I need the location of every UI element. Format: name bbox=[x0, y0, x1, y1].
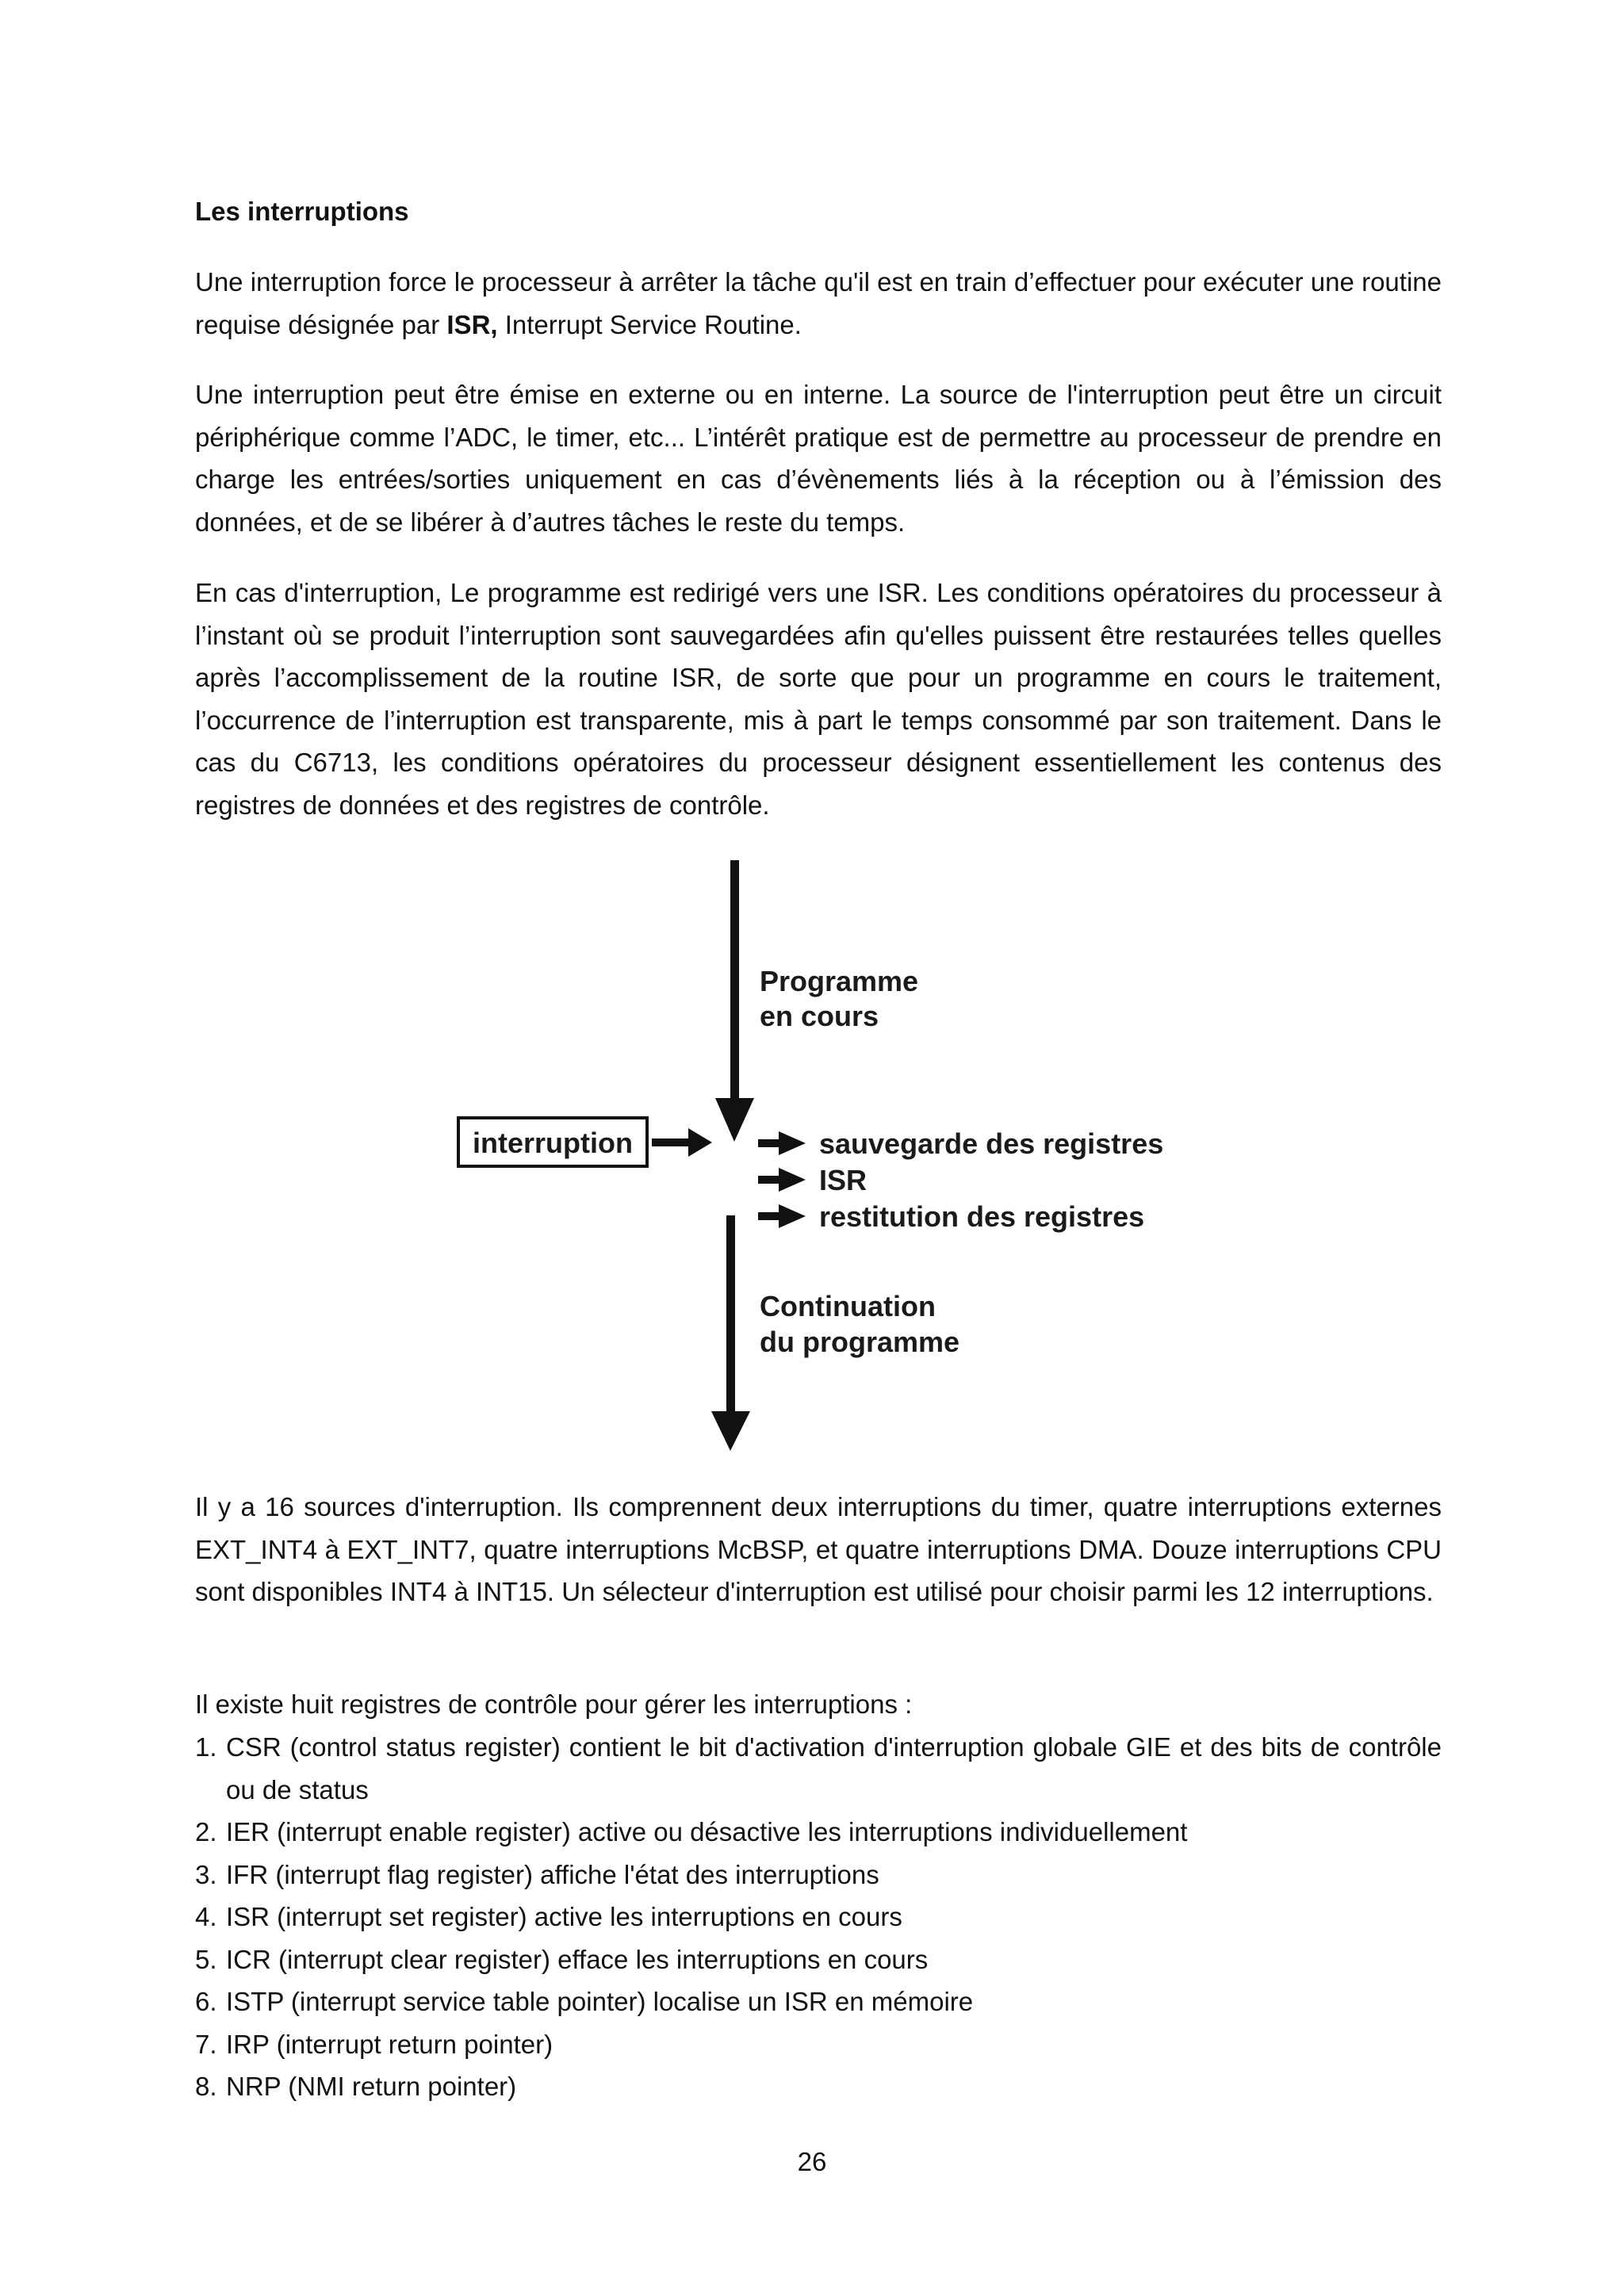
list-item bbox=[195, 1980, 1442, 2023]
paragraph-interrupt-sources: Une interruption peut être émise en externe ou en interne. La source de l'interruption peut être un circuit périphérique comme l’ADC, le timer, etc... L’intérêt pratique est de permettre au processeur de prendre en charge les entrées/sorties uniquement en cas d’évènements liés à la réception ou à l’émission des données, et de se libérer à d’autres tâches le reste du temps. bbox=[195, 380, 1442, 537]
list-item-number: 7. bbox=[195, 2029, 217, 2059]
list-item-text: NRP (NMI return pointer) bbox=[226, 2072, 517, 2101]
list-item-text: IER (interrupt enable register) active ou désactive les interruptions individuellement bbox=[226, 1817, 1188, 1846]
list-item-text: ISTP (interrupt service table pointer) localise un ISR en mémoire bbox=[226, 1987, 974, 2016]
interrupt-flow-diagram bbox=[444, 852, 1237, 1455]
list-item-number: 5. bbox=[195, 1944, 217, 1974]
list-item bbox=[195, 2065, 1442, 2108]
step-arrow-isr bbox=[758, 1168, 806, 1192]
list-item-text: ISR (interrupt set register) active les interruptions en cours bbox=[226, 1902, 902, 1931]
list-item-number: 3. bbox=[195, 1859, 217, 1889]
list-item bbox=[195, 1896, 1442, 1938]
list-item-number: 6. bbox=[195, 1987, 217, 2016]
step-arrow-restore bbox=[758, 1204, 806, 1228]
page-number: 26 bbox=[797, 2147, 827, 2176]
section-heading: Les interruptions bbox=[195, 197, 409, 226]
interruption-arrow bbox=[652, 1128, 712, 1157]
list-item-number: 8. bbox=[195, 2072, 217, 2101]
step-isr: ISR bbox=[819, 1164, 868, 1196]
paragraph-interrupt-count: Il y a 16 sources d'interruption. Ils comprennent deux interruptions du timer, quatre interruptions externes EXT_INT4 à EXT_INT7, quatre interruptions McBSP, et quatre interruptions DMA. Douze interruptions CPU sont disponibles INT4 à INT15. Un sélecteur d'interruption est utilisé pour choisir parmi les 12 interruptions. bbox=[195, 1492, 1442, 1606]
step-save-registers: sauvegarde des registres bbox=[819, 1127, 1164, 1160]
list-item-number: 2. bbox=[195, 1817, 217, 1846]
list-item bbox=[195, 1726, 1442, 1811]
paragraph-isr-intro bbox=[195, 261, 1442, 346]
list-item-text: ICR (interrupt clear register) efface les interruptions en cours bbox=[226, 1944, 929, 1974]
list-item-text: IRP (interrupt return pointer) bbox=[226, 2029, 553, 2059]
list-item-number: 4. bbox=[195, 1902, 217, 1931]
continuation-label-line1: Continuation bbox=[760, 1290, 936, 1322]
isr-bold-term: ISR, bbox=[446, 309, 498, 339]
list-item bbox=[195, 1938, 1442, 1981]
list-item-text: IFR (interrupt flag register) affiche l'état des interruptions bbox=[226, 1859, 879, 1889]
interruption-label: interruption bbox=[473, 1127, 633, 1159]
control-registers-list bbox=[195, 1726, 1442, 2108]
paragraph-control-registers-intro: Il existe huit registres de contrôle pour gérer les interruptions : bbox=[195, 1689, 913, 1719]
program-flow-arrow-top bbox=[715, 860, 754, 1142]
step-restore-registers: restitution des registres bbox=[819, 1200, 1145, 1233]
list-item bbox=[195, 2023, 1442, 2066]
step-arrow-save bbox=[758, 1131, 806, 1155]
program-flow-arrow-bottom bbox=[711, 1215, 750, 1451]
continuation-label-line2: du programme bbox=[760, 1326, 960, 1358]
programme-label-line1: Programme bbox=[760, 965, 919, 997]
list-item-number: 1. bbox=[195, 1732, 217, 1762]
list-item bbox=[195, 1811, 1442, 1854]
paragraph-isr-intro-text: Une interruption force le processeur à arrêter la tâche qu'il est en train d’effectuer pour exécuter une routine requise désignée par bbox=[195, 267, 1442, 339]
list-item-text: CSR (control status register) contient le bit d'activation d'interruption globale GIE et des bits de contrôle ou de status bbox=[226, 1732, 1442, 1804]
paragraph-interrupt-handling: En cas d'interruption, Le programme est redirigé vers une ISR. Les conditions opératoires du processeur à l’instant où se produit l’interruption sont sauvegardées afin qu'elles puissent être restaurées telles quelles après l’accomplissement de la routine ISR, de sorte que pour un programme en cours le traitement, l’occurrence de l’interruption est transparente, mis à part le temps consommé par son traitement. Dans le cas du C6713, les conditions opératoires du processeur désignent essentiellement les contenus des registres de données et des registres de contrôle. bbox=[195, 578, 1442, 820]
programme-label-line2: en cours bbox=[760, 1000, 879, 1032]
list-item bbox=[195, 1854, 1442, 1896]
interruption-box bbox=[458, 1118, 647, 1166]
paragraph-isr-intro-tail: Interrupt Service Routine. bbox=[497, 309, 802, 339]
